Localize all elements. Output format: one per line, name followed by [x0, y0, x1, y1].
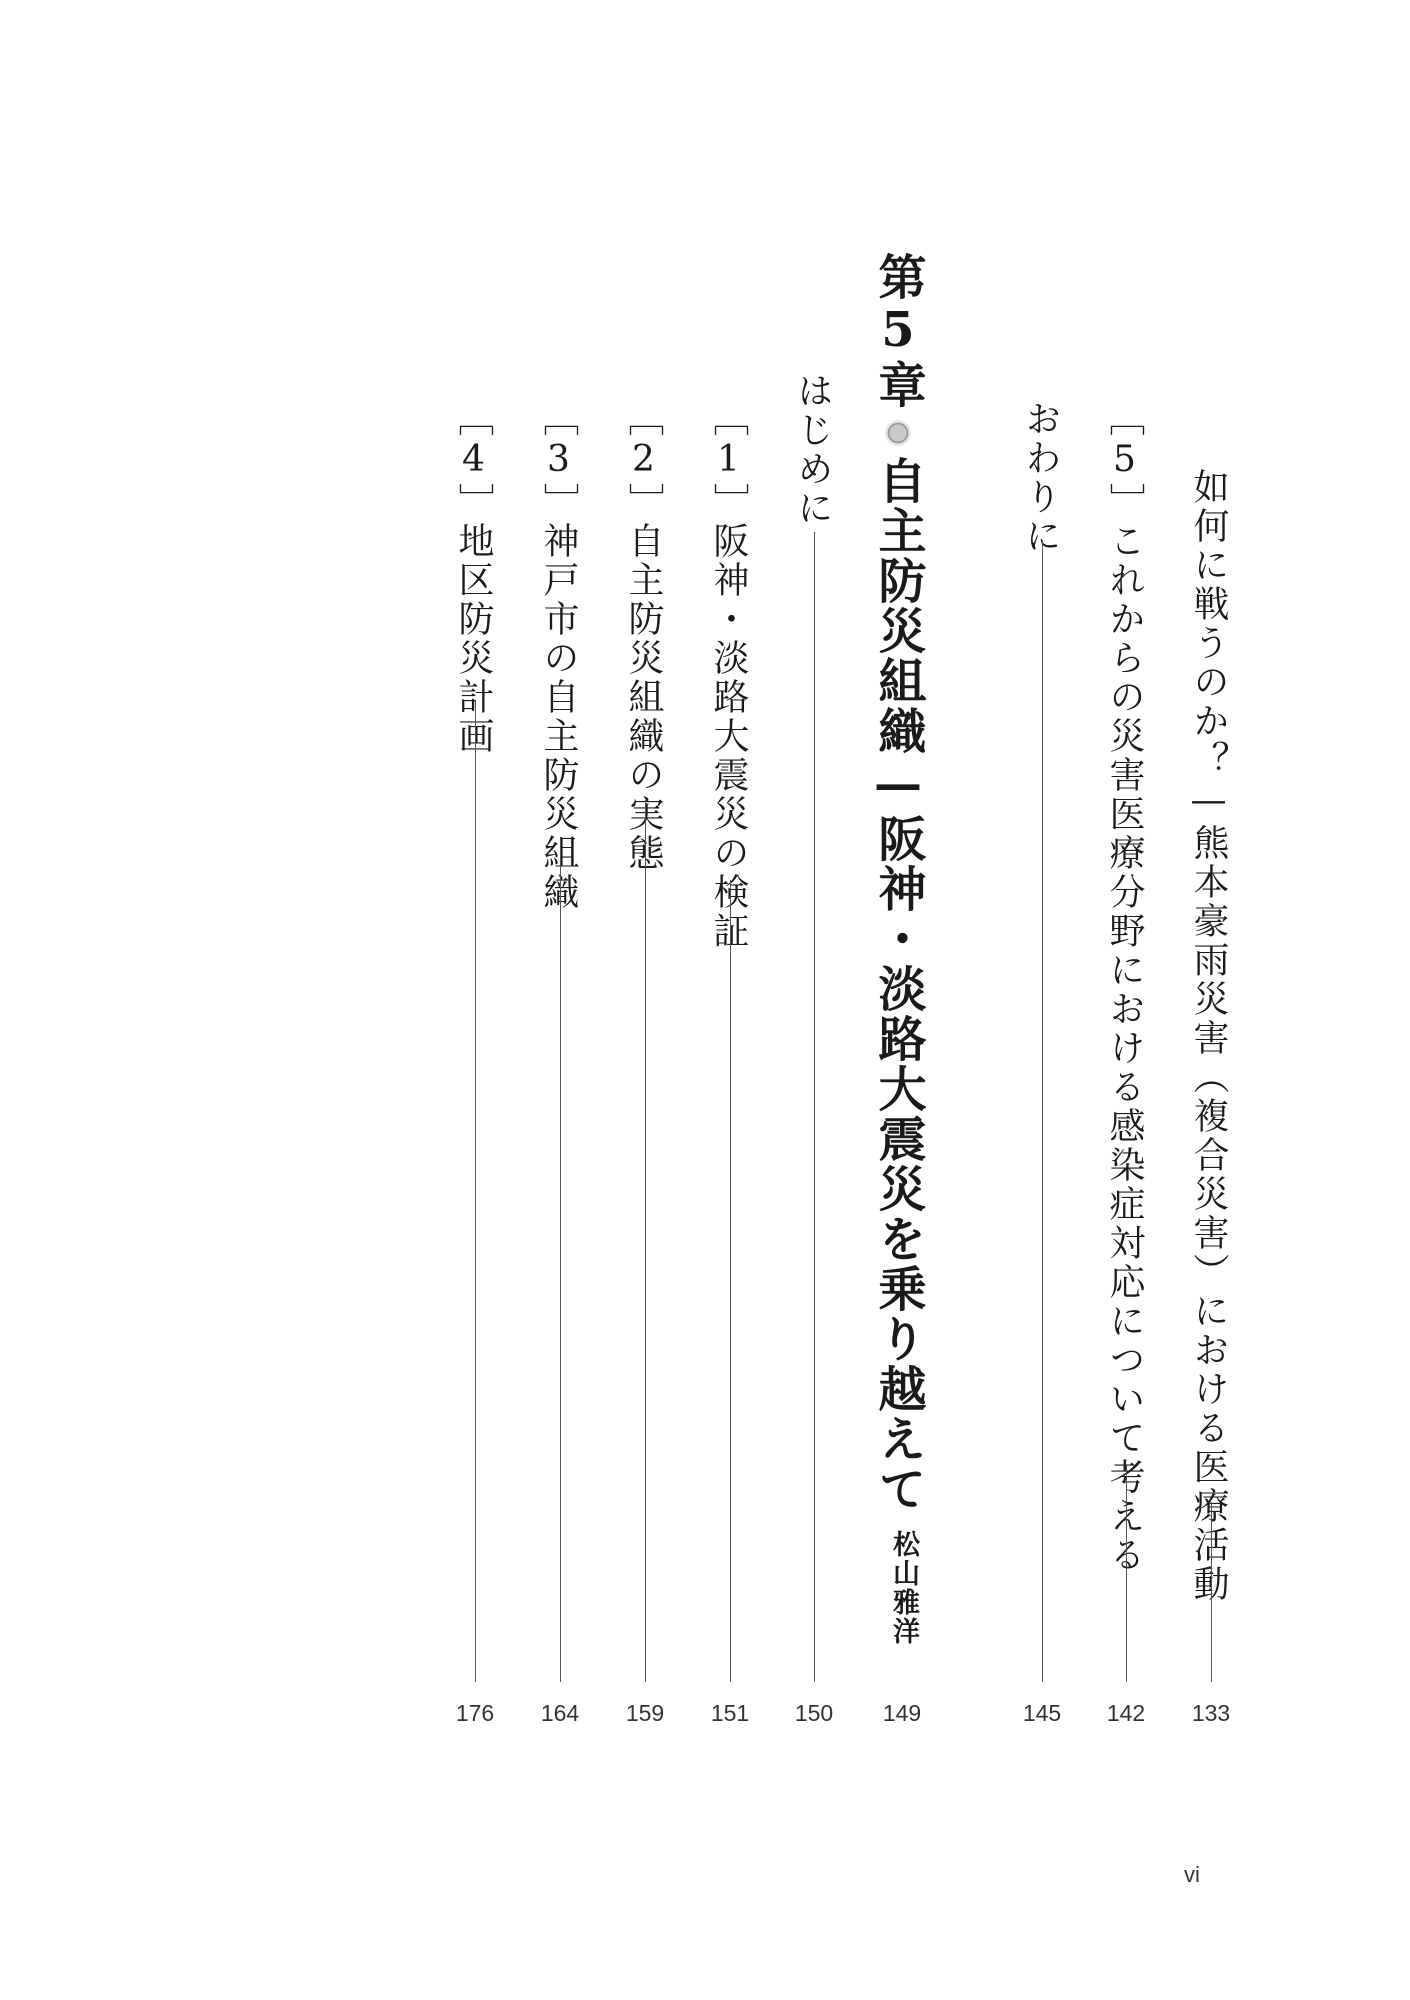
toc-entry-label: ［4］地区防災計画 [453, 400, 494, 756]
leader-line [645, 800, 646, 1682]
page-number: 176 [455, 1700, 495, 1726]
toc-entry-label: おわりに [1020, 400, 1061, 556]
page-number: 159 [625, 1700, 665, 1726]
chapter-title: 自主防災組織—阪神・淡路大震災を乗り越えて [870, 456, 926, 1514]
leader-line [1126, 1465, 1127, 1682]
leader-line [475, 700, 476, 1682]
toc-entry-label: ［2］自主防災組織の実態 [623, 400, 664, 873]
page-number: 133 [1191, 1700, 1231, 1726]
toc-entry[interactable] [1020, 400, 1061, 556]
toc-entry-label: ［5］これからの災害医療分野における感染症対応について考える [1104, 400, 1145, 1575]
bullet-icon [885, 420, 911, 446]
chapter-author: 松山雅洋 [888, 1530, 919, 1646]
page-number: 142 [1106, 1700, 1146, 1726]
toc-entry[interactable] [1104, 400, 1145, 1575]
toc-entry[interactable] [453, 400, 494, 756]
toc-entry-label: はじめに [792, 372, 833, 528]
toc-entry[interactable] [1188, 468, 1229, 1604]
toc-entry-label: ［1］阪神・淡路大震災の検証 [708, 400, 749, 951]
leader-line [730, 880, 731, 1682]
toc-entry[interactable] [623, 400, 664, 873]
leader-line [814, 532, 815, 1682]
toc-entry[interactable] [708, 400, 749, 951]
folio: vi [1184, 1862, 1200, 1887]
page-number: 145 [1022, 1700, 1062, 1726]
page-number: 151 [710, 1700, 750, 1726]
page-number: 164 [540, 1700, 580, 1726]
chapter-number: 第5章 [870, 252, 926, 410]
toc-entry-label: ［3］神戸市の自主防災組織 [538, 400, 579, 912]
page-number: 150 [794, 1700, 834, 1726]
chapter-heading[interactable] [870, 252, 926, 1514]
toc-entry[interactable] [792, 372, 833, 528]
leader-line [1042, 540, 1043, 1682]
leader-line [1211, 1502, 1212, 1682]
leader-line [560, 840, 561, 1682]
toc-entry-label: 如何に戦うのか？—熊本豪雨災害（複合災害）における医療活動 [1188, 468, 1229, 1604]
toc-entry[interactable] [538, 400, 579, 912]
chapter-page-number: 149 [882, 1700, 922, 1726]
